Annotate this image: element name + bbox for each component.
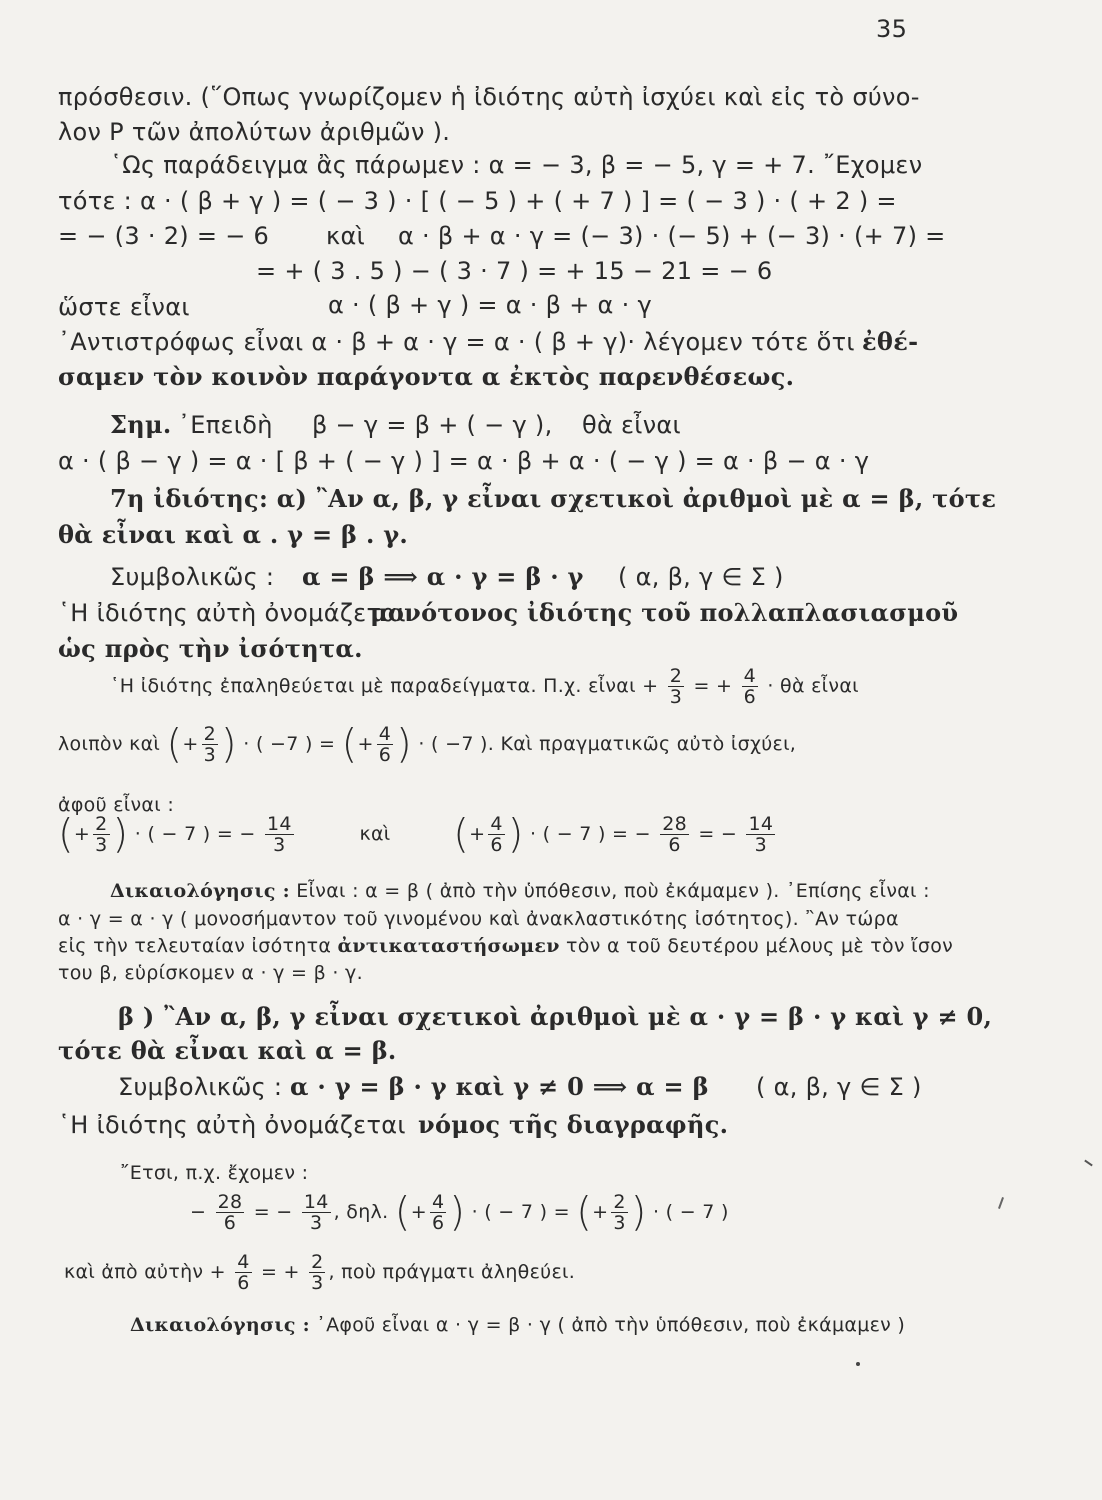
symbolic-statement: α · γ = β · γ καὶ γ ≠ 0 ⟹ α = β [290,1072,709,1101]
paren: ) [630,1189,647,1236]
property-heading: θὰ εἶναι καὶ α . γ = β . γ. [58,520,409,549]
fraction [202,724,218,765]
text-segment: · ( − 7 ) [653,1201,729,1223]
text-line: ἀφοῦ εἶναι : [58,794,175,816]
numerator: 4 [378,723,392,745]
print-speck [856,1362,860,1366]
text-segment: καὶ [359,823,391,845]
text-line: ῎Ετσι, π.χ. ἔχομεν : [120,1162,309,1184]
symbolic-statement: α = β ⟹ α · γ = β · γ [302,562,584,591]
fraction [216,1192,245,1233]
denominator: 3 [203,744,217,766]
text-segment: − [190,1201,207,1223]
text-segment: = + [260,1261,300,1283]
equation-line: α · ( β + γ ) = α · β + α · γ [328,291,652,319]
numerator: 4 [431,1191,445,1213]
text-line: ῾Ως παράδειγμα ἂς πάρωμεν : α = − 3, β = − 5, γ = + 7. ῎Εχομεν [110,151,923,179]
example-line [64,1252,575,1293]
numerator: 2 [613,1191,626,1213]
equation-line: β − γ = β + ( − γ ), [312,411,553,439]
fraction [377,724,393,765]
property-heading: β ) ῍Αν α, β, γ εἶναι σχετικοὶ ἀριθμοὶ μὲ α · γ = β · γ καὶ γ ≠ 0, [118,1002,993,1031]
denominator: 6 [223,1212,237,1234]
text-word: Συμβολικῶς : [118,1073,283,1101]
property-heading: τότε θὰ εἶναι καὶ α = β. [58,1036,397,1065]
print-speck [1084,1160,1093,1167]
paren: ) [507,811,524,858]
property-heading: 7η ἰδιότης: α) ῍Αν α, β, γ εἶναι σχετικοὶ ἀριθμοὶ μὲ α = β, τότε [110,484,997,513]
example-line [58,811,778,858]
numerator: 4 [490,813,503,835]
text-line: ῾Η ἰδιότης αὐτὴ ὀνομάζεται [58,599,406,627]
denominator: 6 [237,1272,250,1294]
denominator: 3 [310,1212,323,1234]
text-segment: · ( − 7 ) = [471,1201,570,1223]
text-segment: · θὰ εἶναι [767,675,859,697]
bold-text: μονότονος ἰδιότης τοῦ πολλαπλασιασμοῦ [370,598,959,627]
text-segment: · ( −7 ). Καὶ πραγματικῶς αὐτὸ ἰσχύει, [418,733,797,755]
paren: ) [112,811,129,858]
equation-line: α · ( β − γ ) = α · [ β + ( − γ ) ] = α · β + α · ( − γ ) = α · β − α · γ [58,447,870,475]
set-condition: ( α, β, γ ∈ Σ ) [618,563,784,591]
text-word: θὰ εἶναι [582,411,681,439]
plus-sign: + [592,1201,609,1223]
text-segment: τὸν α τοῦ δευτέρου μέλους μὲ τὸν ἴσον [566,935,954,957]
justification-label: Δικαιολόγησις : [130,1314,310,1336]
plus-sign: + [73,823,91,845]
paren: ( [166,721,183,768]
numerator: 28 [217,1191,243,1213]
numerator: 2 [203,723,217,745]
equation-line: = − (3 · 2) = − 6 [58,222,270,250]
justification-line [110,876,930,906]
equation-line: τότε : α · ( β + γ ) = ( − 3 ) · [ ( − 5 ) + ( + 7 ) ] = ( − 3 ) · ( + 2 ) = [58,187,897,215]
text-segment: · ( − 7 ) = − [529,823,651,845]
text-segment: ᾿Αφοῦ εἶναι α · γ = β · γ ( ἀπὸ τὴν ὑπόθεσιν, ποὺ ἐκάμαμεν ) [316,1314,906,1336]
example-line [110,666,859,707]
text-segment: λοιπὸν καὶ [58,733,161,755]
numerator: 14 [266,813,292,835]
text-word: ὥστε εἶναι [58,293,190,321]
fraction [660,814,689,855]
paren: ) [396,721,413,768]
text-line: ῾Η ἰδιότης αὐτὴ ὀνομάζεται [58,1111,406,1139]
fraction [611,1192,627,1233]
paren: ( [341,721,358,768]
fraction [668,666,684,707]
text-line: ᾿Αντιστρόφως εἶναι α · β + α · γ = α · ( β + γ)· λέγομεν τότε ὅτι [58,328,855,356]
text-line [58,931,953,961]
fraction [302,1192,331,1233]
text-segment: = + [693,675,733,697]
bold-text: ἀντικαταστήσωμεν [337,935,560,957]
fraction [430,1192,446,1233]
text-segment: ῾Η ἰδιότης ἐπαληθεύεται μὲ παραδείγματα. Π.χ. εἶναι + [110,675,659,697]
text-word: ᾿Επειδὴ [178,411,273,439]
denominator: 6 [743,686,756,708]
paren: ) [221,721,237,768]
paren: ( [394,1189,411,1236]
fraction [93,814,109,855]
fraction [488,814,504,855]
example-line [58,721,797,768]
text-segment: = − [698,823,738,845]
text-segment: , δηλ. [333,1201,389,1223]
page-number: 35 [876,15,908,43]
paren: ( [453,811,470,858]
denominator: 3 [669,686,683,708]
equation-line: = + ( 3 . 5 ) − ( 3 · 7 ) = + 15 − 21 = − 6 [256,257,773,285]
fraction [235,1252,251,1293]
text-word: καὶ [326,222,365,250]
numerator: 14 [748,813,774,835]
plus-sign: + [410,1201,427,1223]
fraction [746,814,775,855]
text-segment: εἰς τὴν τελευταίαν ἰσότητα [58,935,332,957]
paren: ( [576,1189,593,1236]
numerator: 4 [743,665,756,687]
justification-label: Δικαιολόγησις : [110,880,290,902]
plus-sign: + [469,823,486,845]
numerator: 2 [95,813,108,835]
print-speck [998,1197,1004,1209]
numerator: 14 [303,1191,329,1213]
text-segment: καὶ ἀπὸ αὐτὴν + [64,1261,226,1283]
text-segment: , ποὺ πράγματι ἀληθεύει. [328,1261,576,1283]
fraction [742,666,758,707]
text-segment: Εἶναι : α = β ( ἀπὸ τὴν ὑπόθεσιν, ποὺ ἐκάμαμεν ). ᾿Επίσης εἶναι : [296,880,930,902]
justification-line [130,1310,905,1340]
set-condition: ( α, β, γ ∈ Σ ) [756,1073,922,1101]
equation-line: α · β + α · γ = (− 3) · (− 5) + (− 3) · (+ 7) = [398,222,946,250]
text-line: α · γ = α · γ ( μονοσήμαντον τοῦ γινομένου καὶ ἀνακλαστικότης ἰσότητος). ῍Αν τώρα [58,908,899,930]
bold-text: ἐθέ- [862,327,919,356]
denominator: 6 [378,744,392,766]
fraction [309,1252,325,1293]
text-line: πρόσθεσιν. (῞Οπως γνωρίζομεν ἡ ἰδιότης αὐτὴ ἰσχύει καὶ εἰς τὸ σύνο- [58,83,920,111]
plus-sign: + [182,733,199,755]
paren: ) [449,1189,466,1236]
plus-sign: + [357,733,374,755]
paren: ( [58,811,74,858]
text-line: του β, εὑρίσκομεν α · γ = β · γ. [58,962,363,984]
text-segment: · ( −7 ) = [243,733,336,755]
bold-text: ὡς πρὸς τὴν ἰσότητα. [58,634,363,663]
text-line: λον P τῶν ἀπολύτων ἀριθμῶν ). [58,118,451,146]
text-segment: = − [253,1201,293,1223]
denominator: 3 [754,834,768,856]
denominator: 3 [613,1212,626,1234]
numerator: 2 [311,1251,324,1273]
denominator: 3 [95,834,108,856]
example-line [190,1189,729,1236]
text-segment: · ( − 7 ) = − [134,823,256,845]
numerator: 4 [237,1251,250,1273]
note-label: Σημ. [110,410,172,439]
fraction [265,814,294,855]
denominator: 6 [490,834,503,856]
bold-text: σαμεν τὸν κοινὸν παράγοντα α ἐκτὸς παρενθέσεως. [58,362,795,391]
numerator: 28 [662,813,687,835]
denominator: 6 [668,834,681,856]
bold-text: νόμος τῆς διαγραφῆς. [418,1110,729,1139]
denominator: 3 [311,1272,324,1294]
denominator: 6 [431,1212,445,1234]
text-word: Συμβολικῶς : [110,563,275,591]
denominator: 3 [273,834,286,856]
numerator: 2 [669,665,683,687]
